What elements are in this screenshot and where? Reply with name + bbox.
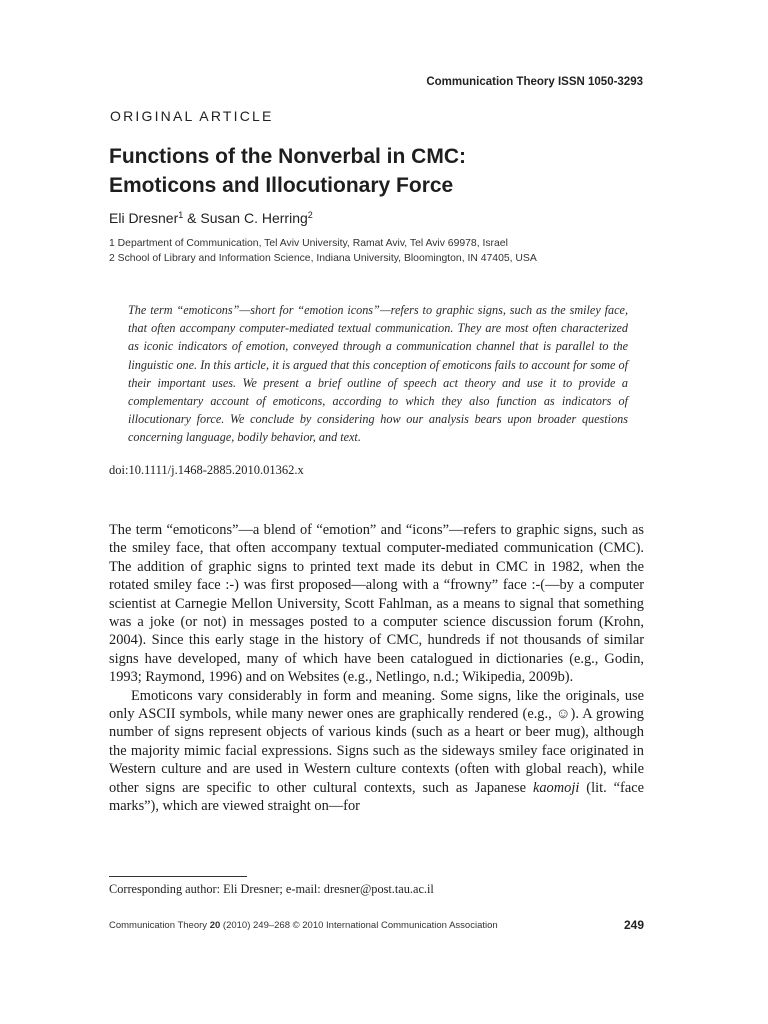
footnote-divider bbox=[109, 876, 247, 877]
page-number: 249 bbox=[623, 918, 644, 932]
author-list bbox=[109, 210, 313, 226]
corresponding-author-note: Corresponding author: Eli Dresner; e-mail: dresner@post.tau.ac.il bbox=[109, 882, 434, 896]
affiliation-marker: 2 bbox=[307, 210, 313, 220]
affiliation-marker: 1 bbox=[178, 210, 184, 220]
body-text-span: Emoticons vary considerably in form and meaning. Some signs, like the originals, use only ASCII symbols, while many newer ones are graphically rendered (e.g., ☺). A growing number of signs represent objects of various kinds (such as a heart or beer mug), although the majority mimic facial expressions. Signs such as the sideways smiley face originated in Western culture and are used in Western culture contexts (often with global reach), while other signs are specific to other cultural contexts, such as Japanese bbox=[109, 687, 644, 796]
journal-issn-header: Communication Theory ISSN 1050-3293 bbox=[426, 76, 643, 88]
article-title-line2: Emoticons and Illocutionary Force bbox=[109, 174, 454, 197]
article-title bbox=[109, 142, 649, 200]
body-text bbox=[109, 521, 644, 816]
abstract: The term “emoticons”—short for “emotion icons”—refers to graphic signs, such as the smiley face, that often accompany computer-mediated textual communication. They are most often characterized as iconic indicators of emotion, conveyed through a communication channel that is parallel to the linguistic one. In this article, it is argued that this conception of emoticons fails to account for some of their important uses. We present a brief outline of speech act theory and use it to provide a complementary account of emoticons, according to which they also function as indicators of illocutionary force. We conclude by considering how our analysis bears upon broader questions concerning language, bodily behavior, and text. bbox=[128, 303, 628, 445]
doi: doi:10.1111/j.1468-2885.2010.01362.x bbox=[109, 463, 304, 477]
author-name: Eli Dresner bbox=[109, 210, 179, 226]
body-text-span: (lit. “face marks”), which are viewed straight on—for bbox=[109, 779, 644, 815]
emphasized-term: kaomoji bbox=[532, 779, 580, 796]
footer-volume: 20 bbox=[209, 920, 221, 931]
article-title-line1: Functions of the Nonverbal in CMC: bbox=[109, 145, 466, 168]
body-paragraph bbox=[109, 687, 644, 816]
author-separator: & bbox=[183, 210, 201, 226]
article-type-label: ORIGINAL ARTICLE bbox=[110, 108, 274, 124]
affiliation-1: 1 Department of Communication, Tel Aviv University, Ramat Aviv, Tel Aviv 69978, Israel bbox=[109, 238, 508, 249]
footer-journal: Communication Theory bbox=[109, 920, 210, 931]
affiliation-2: 2 School of Library and Information Science, Indiana University, Bloomington, IN 47405, USA bbox=[109, 253, 537, 264]
page-footer-citation bbox=[109, 920, 498, 931]
author-name: Susan C. Herring bbox=[200, 210, 308, 226]
body-paragraph: The term “emoticons”—a blend of “emotion” and “icons”—refers to graphic signs, such as the smiley face, that often accompany textual computer-mediated communication (CMC). The addition of graphic signs to printed text made its debut in CMC in 1982, when the rotated smiley face :-) was first proposed—along with a “frowny” face :-(—by a computer scientist at Carnegie Mellon University, Scott Fahlman, as a means to signal that something was a joke (or not) in messages posted to a computer science discussion forum (Krohn, 2004). Since this early stage in the history of CMC, hundreds if not thousands of similar signs have developed, many of which have been catalogued in dictionaries (e.g., Godin, 1993; Raymond, 1996) and on Websites (e.g., Netlingo, n.d.; Wikipedia, 2009b). bbox=[109, 522, 644, 686]
footer-citation: (2010) 249–268 © 2010 International Communication Association bbox=[220, 920, 498, 931]
